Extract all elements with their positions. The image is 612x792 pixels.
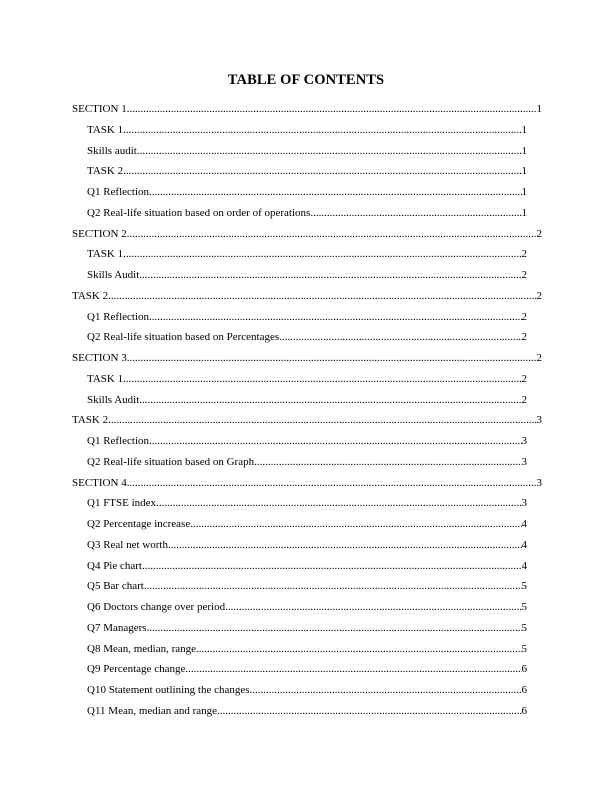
toc-dot-leader	[217, 703, 521, 719]
toc-entry[interactable]	[87, 703, 527, 719]
toc-dot-leader	[196, 641, 521, 657]
toc-entry[interactable]	[87, 641, 527, 657]
toc-entry[interactable]	[87, 205, 527, 221]
toc-dot-leader	[137, 143, 522, 159]
toc-entry-page-number: 2	[521, 393, 527, 406]
toc-dot-leader	[142, 558, 522, 574]
toc-entry-page-number: 3	[536, 476, 542, 489]
toc-entry[interactable]	[87, 661, 527, 677]
toc-dot-leader	[127, 226, 537, 242]
toc-entry[interactable]	[87, 454, 527, 470]
toc-entry[interactable]	[87, 578, 527, 594]
toc-entry-label: Q2 Percentage increase	[87, 518, 191, 530]
toc-entry[interactable]	[72, 288, 542, 304]
toc-dot-leader	[123, 246, 521, 262]
toc-entry-label: Q10 Statement outlining the changes	[87, 684, 250, 696]
toc-entry-page-number: 3	[521, 435, 527, 447]
toc-entry[interactable]	[87, 516, 527, 532]
toc-entry-label: Q1 FTSE index	[87, 497, 157, 510]
toc-entry-page-number: 2	[536, 227, 542, 240]
toc-entry-label: Skills Audit	[87, 269, 140, 281]
toc-entry-label: Q1 Reflection	[87, 310, 150, 323]
toc-entry[interactable]	[72, 101, 542, 117]
toc-dot-leader	[123, 371, 521, 387]
toc-entry[interactable]	[87, 184, 527, 200]
toc-entry-label: SECTION 3	[72, 352, 127, 364]
toc-entry[interactable]	[87, 599, 527, 615]
toc-entry[interactable]	[87, 682, 527, 698]
toc-entry[interactable]	[87, 537, 527, 553]
toc-dot-leader	[127, 475, 537, 491]
toc-dot-leader	[139, 267, 521, 283]
toc-dot-leader	[144, 578, 522, 594]
toc-dot-leader	[279, 329, 521, 345]
toc-entry-label: TASK 1	[87, 123, 124, 136]
toc-entry-page-number: 2	[521, 310, 527, 323]
toc-entry-page-number: 3	[536, 414, 542, 427]
toc-entry-page-number: 5	[521, 642, 527, 655]
toc-entry-page-number: 5	[521, 621, 527, 634]
toc-entry[interactable]	[87, 122, 527, 138]
toc-entry-page-number: 1	[521, 186, 527, 198]
toc-entry-page-number: 2	[521, 372, 527, 385]
toc-entry-label: SECTION 1	[72, 103, 127, 115]
toc-entry[interactable]	[87, 433, 527, 449]
toc-entry[interactable]	[87, 309, 527, 325]
toc-dot-leader	[149, 309, 521, 325]
toc-entry-label: Q2 Real-life situation based on Graph	[87, 455, 255, 468]
toc-entry-page-number: 6	[521, 663, 527, 676]
toc-entry-page-number: 1	[521, 123, 527, 136]
toc-entry-label: TASK 1	[87, 248, 124, 261]
toc-entry-label: Q1 Reflection	[87, 435, 150, 447]
toc-entry-page-number: 5	[521, 601, 527, 613]
toc-entry-label: Q4 Pie chart	[87, 559, 142, 572]
toc-dot-leader	[225, 599, 521, 615]
toc-entry-label: Q5 Bar chart	[87, 580, 144, 593]
toc-entry-page-number: 4	[521, 559, 527, 572]
toc-entry-page-number: 2	[521, 248, 527, 261]
toc-entry-label: Skills Audit	[87, 393, 140, 406]
toc-entry-label: Q7 Managers	[87, 621, 147, 634]
toc-dot-leader	[139, 392, 521, 408]
toc-entry-label: Q1 Reflection	[87, 186, 150, 198]
toc-entry-page-number: 1	[521, 206, 527, 219]
toc-entry-page-number: 2	[521, 331, 527, 344]
toc-entry-page-number: 3	[521, 455, 527, 468]
toc-entry-page-number: 5	[521, 580, 527, 593]
toc-dot-leader	[168, 537, 522, 553]
toc-dot-leader	[127, 101, 537, 117]
toc-entry-label: Skills audit	[87, 144, 137, 157]
toc-entry-page-number: 1	[521, 144, 527, 157]
toc-entry[interactable]	[87, 392, 527, 408]
toc-dot-leader	[156, 495, 521, 511]
toc-entry-page-number: 6	[521, 704, 527, 717]
toc-entry-label: TASK 2	[72, 414, 109, 427]
toc-title: TABLE OF CONTENTS	[227, 72, 385, 88]
toc-entry-page-number: 4	[521, 538, 527, 551]
toc-entry-label: Q6 Doctors change over period	[87, 601, 226, 613]
toc-dot-leader	[108, 288, 536, 304]
toc-entry-page-number: 4	[521, 518, 527, 530]
toc-entry[interactable]	[87, 558, 527, 574]
toc-dot-leader	[254, 454, 521, 470]
toc-entry[interactable]	[87, 495, 527, 511]
toc-entry[interactable]	[87, 329, 527, 345]
toc-dot-leader	[310, 205, 521, 221]
toc-dot-leader	[123, 163, 521, 179]
toc-dot-leader	[149, 433, 521, 449]
toc-dot-leader	[123, 122, 521, 138]
toc-entry-page-number: 3	[521, 497, 527, 510]
toc-entry-label: Q2 Real-life situation based on Percentages	[87, 331, 280, 344]
toc-entry-label: Q11 Mean, median and range	[87, 704, 218, 717]
toc-entry[interactable]	[87, 620, 527, 636]
toc-entry-label: TASK 2	[72, 289, 109, 302]
toc-entry[interactable]	[87, 143, 527, 159]
toc-dot-leader	[185, 661, 521, 677]
toc-entry-page-number: 2	[536, 352, 542, 364]
toc-entry-label: TASK 2	[87, 165, 124, 178]
toc-entry-label: Q2 Real-life situation based on order of operations	[87, 206, 311, 219]
toc-entry-label: Q9 Percentage change	[87, 663, 186, 676]
toc-entry-page-number: 6	[521, 684, 527, 696]
toc-entry-label: SECTION 4	[72, 476, 127, 489]
toc-dot-leader	[147, 620, 522, 636]
toc-dot-leader	[108, 412, 536, 428]
toc-dot-leader	[190, 516, 521, 532]
toc-entry-page-number: 2	[536, 289, 542, 302]
toc-entry-label: Q8 Mean, median, range	[87, 642, 197, 655]
toc-dot-leader	[149, 184, 521, 200]
toc-entry[interactable]	[72, 475, 542, 491]
toc-entry-page-number: 1	[536, 103, 542, 115]
toc-entry[interactable]	[87, 267, 527, 283]
toc-dot-leader	[250, 682, 522, 698]
toc-dot-leader	[127, 350, 537, 366]
toc-entry-label: Q3 Real net worth	[87, 538, 168, 551]
toc-entry[interactable]	[87, 246, 527, 262]
toc-entry[interactable]	[72, 226, 542, 242]
toc-entry-page-number: 1	[521, 165, 527, 178]
toc-entry-label: SECTION 2	[72, 227, 127, 240]
toc-entry-page-number: 2	[521, 269, 527, 281]
toc-entry[interactable]	[72, 412, 542, 428]
toc-entry[interactable]	[72, 350, 542, 366]
toc-entry[interactable]	[87, 163, 527, 179]
toc-entry[interactable]	[87, 371, 527, 387]
toc-entry-label: TASK 1	[87, 372, 124, 385]
